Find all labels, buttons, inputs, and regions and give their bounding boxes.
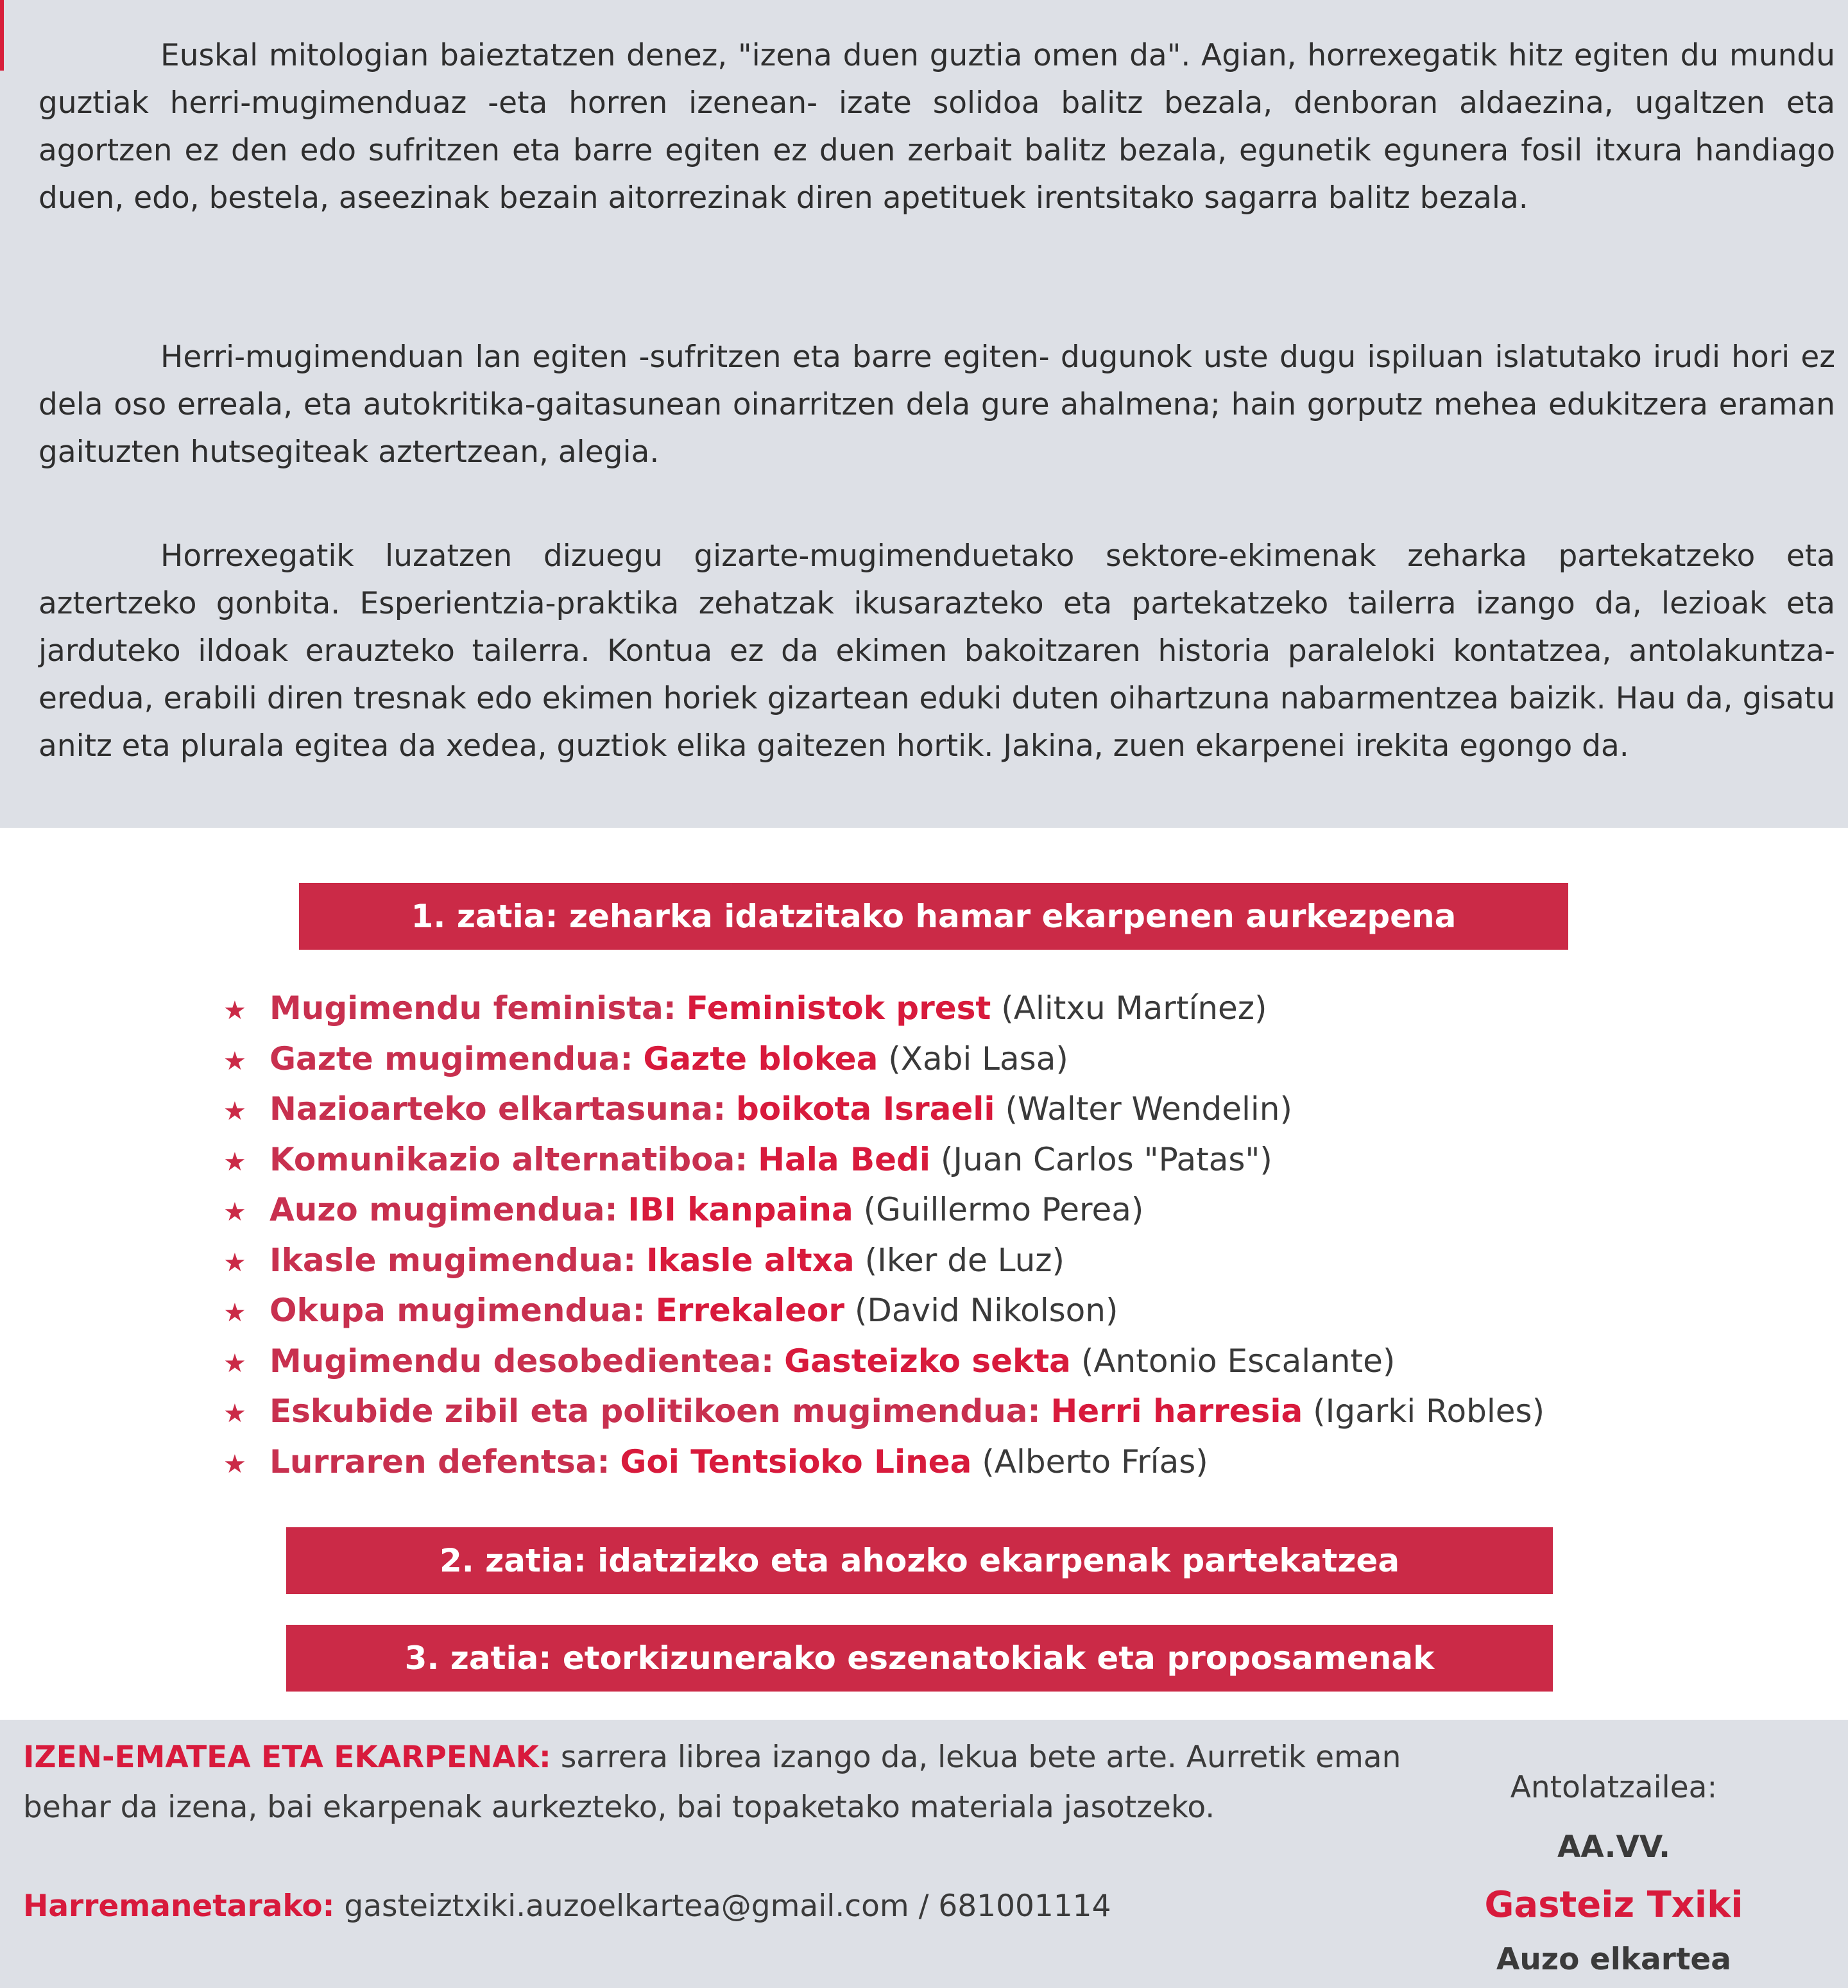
item-category: Lurraren defentsa: [270, 1443, 610, 1480]
registration-text: sarrera librea izango da, lekua bete arte. Aurretik eman behar da izena, bai ekarpenak aurkezteko, bai topaketako materiala jasotzeko. [23, 1740, 1401, 1825]
contact-phone: / 681001114 [909, 1889, 1111, 1924]
item-category: Okupa mugimendua: [270, 1292, 646, 1329]
list-item [223, 1285, 1699, 1336]
item-person: (Alberto Frías) [982, 1443, 1208, 1480]
list-item [223, 1336, 1699, 1387]
item-initiative: Gazte blokea [643, 1040, 878, 1077]
star-icon: ★ [223, 1449, 246, 1479]
item-initiative: Goi Tentsioko Linea [620, 1443, 972, 1480]
item-person: (Iker de Luz) [864, 1241, 1065, 1279]
contact-email[interactable]: gasteiztxiki.auzoelkartea@gmail.com [344, 1889, 909, 1924]
item-category: Ikasle mugimendua: [270, 1241, 637, 1279]
item-initiative: Errekaleor [655, 1292, 844, 1329]
organizer-aavv: AA.VV. [1557, 1829, 1671, 1865]
intro-paragraph-3: Horrexegatik luzatzen dizuegu gizarte-mugimenduetako sektore-ekimenak zeharka partekatzeko eta aztertzeko gonbita. Esperientzia-praktika zehatzak ikusarazteko eta partekatzeko tailerra izango da, lezioak eta jarduteko ildoak erauzteko tailerra. Kontua ez da ekimen bakoitzaren historia paraleloki kontatzea, antolakuntza-eredua, erabili diren tresnak edo ekimen horiek gizartean eduki duten oihartzuna nabarmentzea baizik. Hau da, gisatu anitz eta plurala egitea da xedea, guztiok elika gaitezen hortik. Jakina, zuen ekarpenei irekita egongo da. [38, 538, 1835, 764]
list-item [223, 1386, 1699, 1437]
item-category: Nazioarteko elkartasuna: [270, 1090, 726, 1127]
contact-line [23, 1881, 1435, 1932]
list-item [223, 1084, 1699, 1135]
organizer-name: Gasteiz Txiki [1484, 1884, 1743, 1926]
star-icon: ★ [223, 1247, 246, 1278]
item-person: (Juan Carlos "Patas") [940, 1140, 1272, 1178]
part-3-banner: 3. zatia: etorkizunerako eszenatokiak eta proposamenak [286, 1625, 1553, 1692]
red-edge-mark [0, 0, 4, 71]
item-category: Gazte mugimendua: [270, 1040, 633, 1077]
item-person: (Igarki Robles) [1313, 1392, 1545, 1430]
list-item [223, 1437, 1699, 1487]
item-initiative: Feministok prest [686, 990, 991, 1027]
item-person: (Antonio Escalante) [1081, 1342, 1396, 1380]
star-icon: ★ [223, 1197, 246, 1227]
star-icon: ★ [223, 1399, 246, 1428]
list-item [223, 1235, 1699, 1286]
item-person: (Guillermo Perea) [863, 1191, 1144, 1228]
list-item [223, 983, 1699, 1034]
intro-paragraph-2: Herri-mugimenduan lan egiten -sufritzen eta barre egiten- dugunok uste dugu ispiluan islatutako irudi hori ez dela oso erreala, eta autokritika-gaitasunean oinarritzen dela gure ahalmena; hain gorputz mehea edukitzera eraman gaituzten hutsegiteak aztertzean, alegia. [38, 339, 1835, 470]
item-person: (Xabi Lasa) [888, 1040, 1068, 1077]
list-item [223, 1034, 1699, 1084]
item-initiative: Gasteizko sekta [784, 1342, 1071, 1380]
item-person: (Alitxu Martínez) [1001, 990, 1267, 1027]
item-initiative: Hala Bedi [758, 1140, 930, 1178]
star-icon: ★ [223, 1097, 246, 1126]
item-initiative: Herri harresia [1050, 1392, 1303, 1430]
item-category: Mugimendu desobedientea: [270, 1342, 774, 1380]
part-2-banner: 2. zatia: idatzizko eta ahozko ekarpenak partekatzea [286, 1527, 1553, 1594]
organizer-block [1469, 1761, 1758, 1985]
list-item [223, 1185, 1699, 1235]
item-category: Eskubide zibil eta politikoen mugimendua: [270, 1392, 1041, 1430]
intro-paragraph-1: Euskal mitologian baieztatzen denez, "izena duen guztia omen da". Agian, horrexegatik hitz egiten du mundu guztiak herri-mugimenduaz -eta horren izenean- izate solidoa balitz bezala, denboran aldaezina, ugaltzen eta agortzen ez den edo sufritzen eta barre egiten ez duen zerbait balitz bezala, egunetik egunera fosil itxura handiago duen, edo, bestela, aseezinak bezain aitorrezinak diren apetituek irentsitako sagarra balitz bezala. [38, 38, 1835, 216]
star-icon: ★ [223, 1046, 246, 1076]
registration-note [23, 1733, 1448, 1833]
registration-label: IZEN-EMATEA ETA EKARPENAK: [23, 1740, 551, 1775]
part-1-banner: 1. zatia: zeharka idatzitako hamar ekarpenen aurkezpena [299, 883, 1568, 950]
item-initiative: IBI kanpaina [628, 1191, 853, 1228]
star-icon: ★ [223, 1298, 246, 1328]
organizer-subtitle: Auzo elkartea [1496, 1942, 1732, 1977]
item-initiative: boikota Israeli [736, 1090, 995, 1127]
contact-label: Harremanetarako: [23, 1889, 335, 1924]
item-category: Komunikazio alternatiboa: [270, 1140, 748, 1178]
list-item [223, 1135, 1699, 1185]
star-icon: ★ [223, 1147, 246, 1177]
contributions-list [223, 983, 1699, 1487]
organizer-label: Antolatzailea: [1510, 1770, 1718, 1805]
item-initiative: Ikasle altxa [646, 1241, 855, 1279]
item-category: Mugimendu feminista: [270, 990, 676, 1027]
item-person: (David Nikolson) [854, 1292, 1118, 1329]
item-person: (Walter Wendelin) [1005, 1090, 1292, 1127]
star-icon: ★ [223, 996, 246, 1025]
star-icon: ★ [223, 1348, 246, 1378]
item-category: Auzo mugimendua: [270, 1191, 618, 1228]
